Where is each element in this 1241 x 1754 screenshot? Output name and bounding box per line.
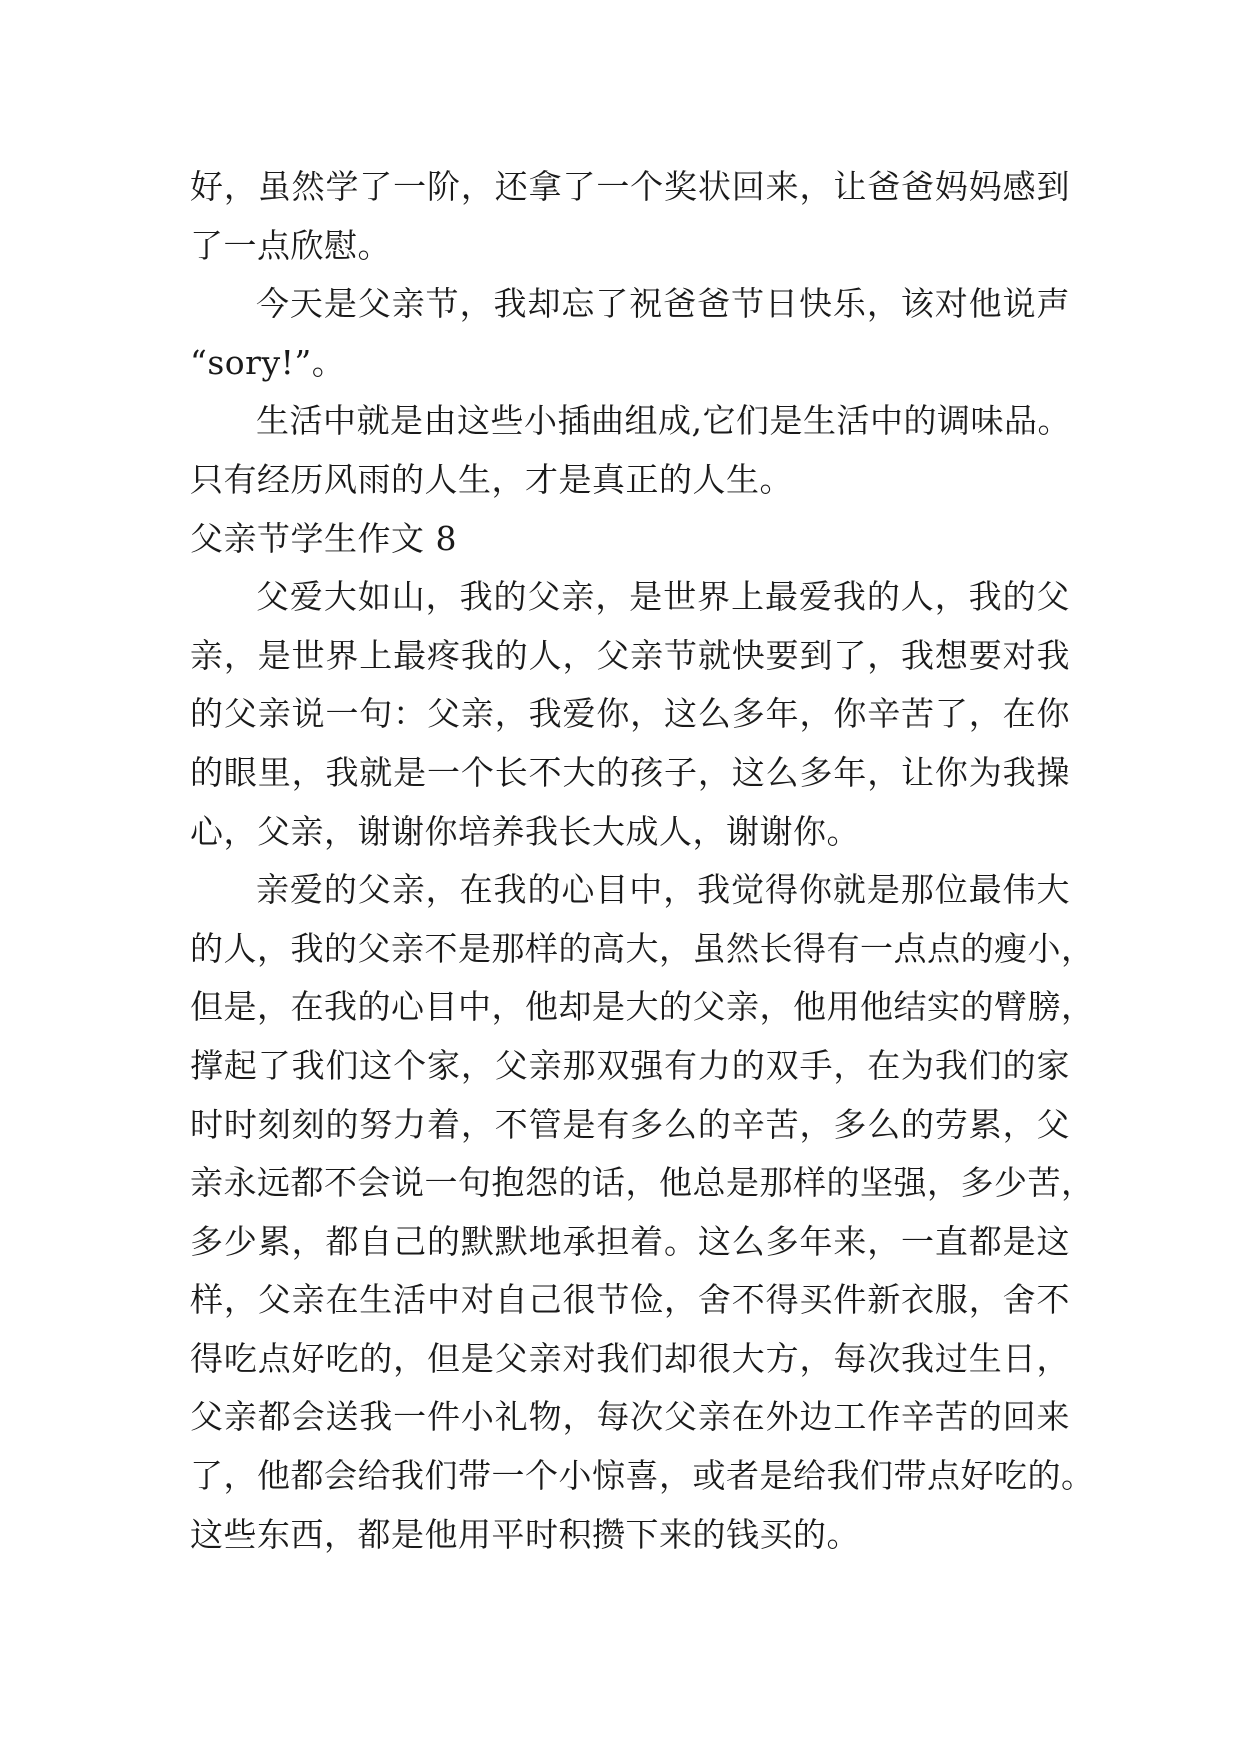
- text-line: 父爱大如山，我的父亲，是世界上最爱我的人，我的父: [256, 577, 1070, 617]
- text-line: 父亲都会送我一件小礼物，每次父亲在外边工作辛苦的回来: [190, 1397, 1070, 1437]
- text-line: 了，他都会给我们带一个小惊喜，或者是给我们带点好吃的。: [190, 1456, 1095, 1496]
- text-line: 生活中就是由这些小插曲组成,它们是生活中的调味品。: [256, 401, 1071, 441]
- paragraph: [190, 861, 1095, 1564]
- text-line: 得吃点好吃的，但是父亲对我们却很大方，每次我过生日，: [190, 1338, 1070, 1378]
- text-line: 只有经历风雨的人生，才是真正的人生。: [190, 459, 793, 499]
- text-line: 今天是父亲节，我却忘了祝爸爸节日快乐，该对他说声: [256, 284, 1070, 324]
- text-line: “sory!”。: [190, 342, 346, 382]
- text-line: 多少累，都自己的默默地承担着。这么多年来，一直都是这: [190, 1221, 1070, 1261]
- paragraph: [190, 158, 1070, 275]
- text-line: 亲爱的父亲，在我的心目中，我觉得你就是那位最伟大: [256, 870, 1070, 910]
- text-line: 的眼里，我就是一个长不大的孩子，这么多年，让你为我操: [190, 752, 1070, 792]
- text-line: 时时刻刻的努力着，不管是有多么的辛苦，多么的劳累，父: [190, 1104, 1070, 1144]
- section-heading: [190, 510, 1070, 569]
- text-line: 亲，是世界上最疼我的人，父亲节就快要到了，我想要对我: [190, 635, 1070, 675]
- text-line: 了一点欣慰。: [190, 225, 391, 265]
- heading-text: 父亲节学生作文 8: [190, 518, 457, 558]
- text-line: 这些东西，都是他用平时积攒下来的钱买的。: [190, 1514, 860, 1554]
- paragraph: [190, 568, 1070, 861]
- text-line: 好，虽然学了一阶，还拿了一个奖状回来，让爸爸妈妈感到: [190, 167, 1070, 206]
- text-line: 亲永远都不会说一句抱怨的话，他总是那样的坚强，多少苦，: [190, 1163, 1095, 1203]
- text-line: 的父亲说一句：父亲，我爱你，这么多年，你辛苦了，在你: [190, 694, 1070, 734]
- paragraph: [190, 275, 1070, 392]
- text-line: 撑起了我们这个家，父亲那双强有力的双手，在为我们的家: [190, 1045, 1070, 1085]
- text-line: 样，父亲在生活中对自己很节俭，舍不得买件新衣服，舍不: [190, 1280, 1070, 1320]
- document-body: [190, 158, 1095, 1564]
- text-line: 的人，我的父亲不是那样的高大，虽然长得有一点点的瘦小，: [190, 928, 1095, 968]
- text-line: 心，父亲，谢谢你培养我长大成人，谢谢你。: [190, 811, 860, 851]
- text-line: 但是，在我的心目中，他却是大的父亲，他用他结实的臂膀，: [190, 987, 1095, 1027]
- paragraph: [190, 392, 1070, 509]
